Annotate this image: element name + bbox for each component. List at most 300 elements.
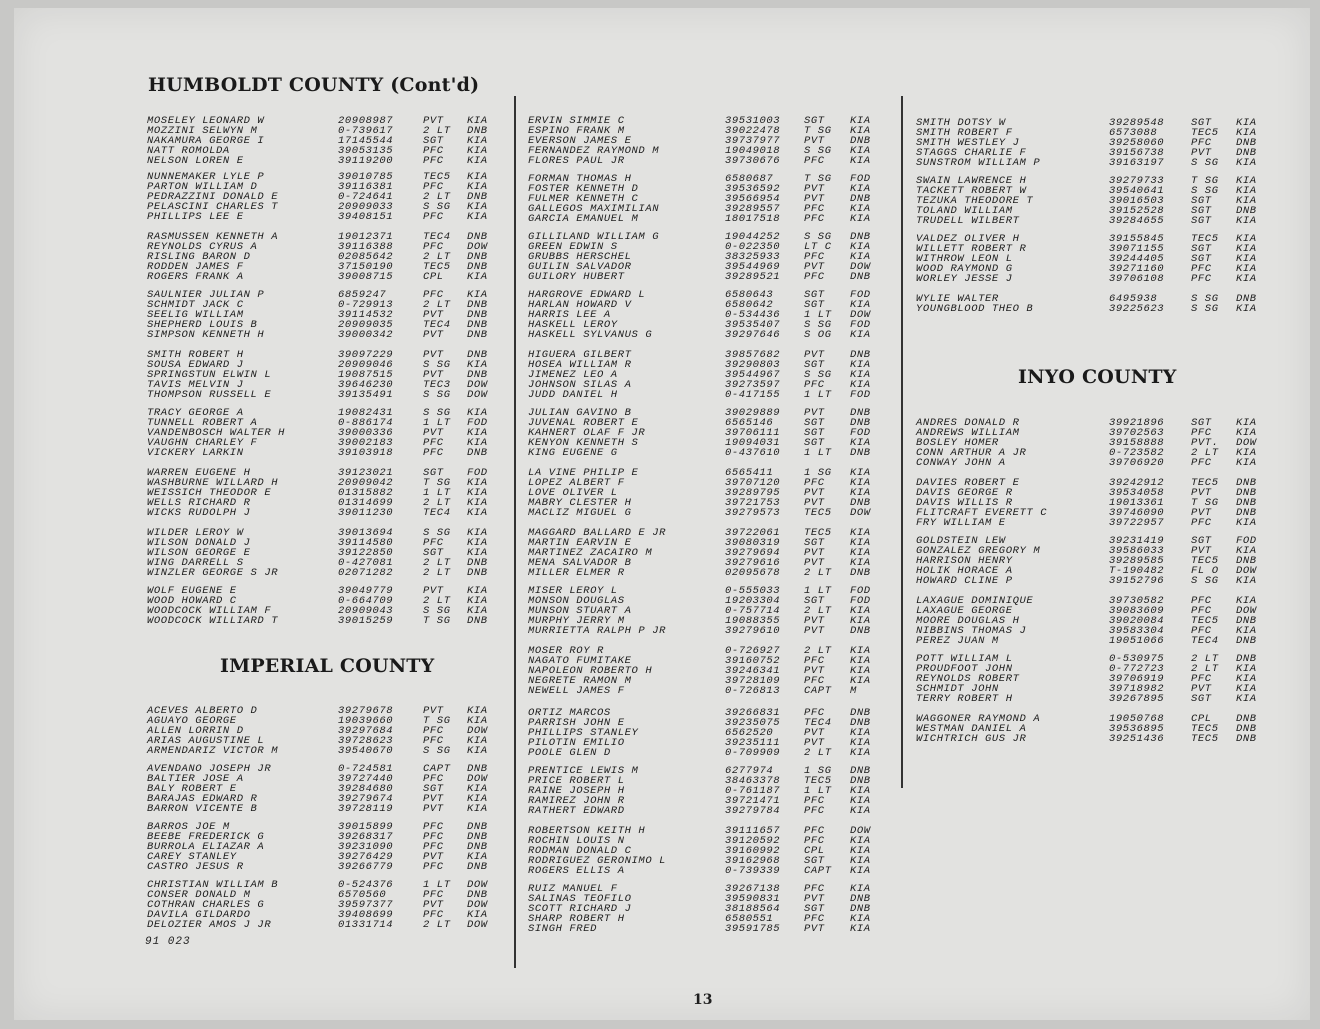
rank: 2 LT [1191,447,1219,459]
rank: SGT [423,547,444,559]
service-number: 39297646 [725,329,781,341]
casualty-name: JUDD DANIEL H [528,389,618,401]
status-code: KIA [467,547,488,559]
rank: PFC [423,241,444,253]
service-number: 39728623 [338,735,394,747]
rank: 1 LT [423,879,451,891]
rank: S SG [1191,185,1219,197]
casualty-name: GONZALEZ GREGORY M [916,545,1041,557]
rank: SGT [804,537,825,549]
status-code: KIA [1236,517,1257,529]
rank: PVT [1191,147,1212,159]
service-number: 39267895 [1109,693,1165,705]
service-number: 39273597 [725,379,781,391]
county-heading: HUMBOLDT COUNTY (Cont'd) [148,74,480,96]
service-number: 39590831 [725,893,781,905]
rank: PVT [423,115,444,127]
rank: TEC5 [423,171,451,183]
status-code: FOD [850,319,871,331]
rank: 2 LT [423,595,451,607]
rank: SGT [804,437,825,449]
rank: SGT [1191,117,1212,129]
casualty-name: RISLING BARON D [147,251,251,263]
status-code: DNB [467,125,488,137]
service-number: 0-739339 [725,865,781,877]
casualty-name: LOPEZ ALBERT F [528,477,625,489]
status-code: DNB [467,615,488,627]
rank: PVT [1191,545,1212,557]
service-number: 19044252 [725,231,781,243]
service-number: 39244405 [1109,253,1165,265]
service-number: 39289585 [1109,555,1165,567]
service-number: 0-524376 [338,879,394,891]
service-number: 39544967 [725,369,781,381]
status-code: DNB [467,763,488,775]
service-number: 39163197 [1109,157,1165,169]
service-number: 39235111 [725,737,781,749]
service-number: 39135491 [338,389,394,401]
casualty-name: COTHRAN CHARLES G [147,899,265,911]
service-number: 39566954 [725,193,781,205]
casualty-name: FLITCRAFT EVERETT C [916,507,1048,519]
service-number: 39721471 [725,795,781,807]
service-number: 39722061 [725,527,781,539]
casualty-name: TACKETT ROBERT W [916,185,1027,197]
casualty-name: WING DARRELL S [147,557,244,569]
rank: SGT [1191,417,1212,429]
service-number: 39251436 [1109,733,1165,745]
status-code: KIA [467,595,488,607]
status-code: KIA [850,785,871,797]
rank: PFC [804,477,825,489]
casualty-name: GALLEGOS MAXIMILIAN [528,203,660,215]
rank: 2 LT [804,605,832,617]
service-number: 39707120 [725,477,781,489]
service-number: 39160752 [725,655,781,667]
rank: PFC [1191,605,1212,617]
rank: PFC [423,181,444,193]
casualty-name: GREEN EDWIN S [528,241,618,253]
service-number: 19088355 [725,615,781,627]
rank: PFC [1191,517,1212,529]
rank: PFC [804,271,825,283]
service-number: 20908987 [338,115,394,127]
service-number: 39279694 [725,547,781,559]
status-code: FOD [850,173,871,185]
service-number: 39123021 [338,467,394,479]
status-code: DOW [467,919,488,931]
casualty-name: NUNNEMAKER LYLE P [147,171,265,183]
status-code: KIA [1236,457,1257,469]
casualty-name: MOSER ROY R [528,645,604,657]
service-number: 39536592 [725,183,781,195]
casualty-name: SMITH WESTLEY J [916,137,1020,149]
rank: PVT [804,183,825,195]
status-code: KIA [467,793,488,805]
rank: PVT [423,803,444,815]
casualty-name: DELOZIER AMOS J JR [147,919,272,931]
status-code: KIA [850,241,871,253]
rank: TEC5 [804,775,832,787]
status-code: DNB [850,193,871,205]
casualty-name: JULIAN GAVINO B [528,407,632,419]
status-code: DNB [467,821,488,833]
rank: PFC [1191,673,1212,685]
service-number: 0-739617 [338,125,394,137]
rank: PFC [423,725,444,737]
rank: T SG [423,615,451,627]
status-code: KIA [850,359,871,371]
rank: TEC5 [1191,723,1219,735]
rank: 1 LT [804,785,832,797]
status-code: KIA [850,747,871,759]
rank: PFC [423,289,444,301]
service-number: 19051066 [1109,635,1165,647]
status-code: M [850,685,857,697]
service-number: 39160992 [725,845,781,857]
status-code: DNB [467,369,488,381]
status-code: DOW [1236,437,1257,449]
service-number: 39246341 [725,665,781,677]
status-code: KIA [850,125,871,137]
rank: T SG [1191,497,1219,509]
status-code: DNB [1236,507,1257,519]
status-code: DOW [1236,565,1257,577]
casualty-name: ARIAS AUGUSTINE L [147,735,265,747]
service-number: 39015899 [338,821,394,833]
service-number: 39279678 [338,705,394,717]
rank: SGT [423,783,444,795]
column-divider [514,96,516,968]
service-number: 0-437610 [725,447,781,459]
casualty-name: RUIZ MANUEL F [528,883,618,895]
status-code: KIA [850,155,871,167]
service-number: 39721753 [725,497,781,509]
casualty-name: MILLER ELMER R [528,567,625,579]
status-code: KIA [850,329,871,341]
rank: SGT [1191,535,1212,547]
casualty-name: SALINAS TEOFILO [528,893,632,905]
rank: PVT [804,625,825,637]
service-number: 39225623 [1109,303,1165,315]
rank: S SG [1191,575,1219,587]
rank: T SG [423,477,451,489]
rank: PFC [423,211,444,223]
rank: T SG [423,715,451,727]
status-code: DNB [467,349,488,361]
rank: PVT [804,665,825,677]
casualty-name: WICKS RUDOLPH J [147,507,251,519]
service-number: 39103918 [338,447,394,459]
casualty-name: RATHERT EDWARD [528,805,625,817]
rank: 2 LT [423,497,451,509]
status-code: KIA [850,437,871,449]
rank: S SG [423,605,451,617]
service-number: 6495938 [1109,293,1158,305]
status-code: KIA [1236,195,1257,207]
status-code: KIA [467,477,488,489]
status-code: DOW [467,899,488,911]
casualty-name: WILLETT ROBERT R [916,243,1027,255]
casualty-name: TRUDELL WILBERT [916,215,1020,227]
rank: PFC [1191,263,1212,275]
rank: PFC [423,537,444,549]
service-number: 39266831 [725,707,781,719]
status-code: KIA [1236,233,1257,245]
casualty-name: KAHNERT OLAF F JR [528,427,646,439]
casualty-name: DAVIES ROBERT E [916,477,1020,489]
casualty-name: ROCHIN LOUIS N [528,835,625,847]
status-code: DNB [850,567,871,579]
status-code: KIA [850,805,871,817]
service-number: 39152796 [1109,575,1165,587]
casualty-name: SEELIG WILLIAM [147,309,244,321]
page-number: 13 [693,992,713,1008]
casualty-name: NAGATO FUMITAKE [528,655,632,667]
service-number: 02085642 [338,251,394,263]
status-code: KIA [467,427,488,439]
status-code: KIA [1236,427,1257,439]
rank: S SG [423,407,451,419]
status-code: KIA [1236,215,1257,227]
service-number: 6580642 [725,299,774,311]
service-number: T-190482 [1109,565,1165,577]
service-number: 39706108 [1109,273,1165,285]
status-code: DNB [850,625,871,637]
status-code: KIA [850,835,871,847]
status-code: KIA [467,145,488,157]
service-number: 39015259 [338,615,394,627]
rank: TEC5 [1191,615,1219,627]
rank: PVT. [1191,437,1219,449]
casualty-name: MOZZINI SELWYN M [147,125,258,137]
status-code: DNB [1236,733,1257,745]
status-code: DNB [467,309,488,321]
casualty-name: PILOTIN EMILIO [528,737,625,749]
casualty-name: WAGGONER RAYMOND A [916,713,1041,725]
casualty-name: WICHTRICH GUS JR [916,733,1027,745]
status-code: KIA [1236,157,1257,169]
rank: PFC [423,155,444,167]
service-number: 6562520 [725,727,774,739]
casualty-name: GOLDSTEIN LEW [916,535,1006,547]
service-number: 39020084 [1109,615,1165,627]
service-number: 39737977 [725,135,781,147]
rank: 2 LT [423,251,451,263]
service-number: 17145544 [338,135,394,147]
service-number: 6570560 [338,889,387,901]
service-number: 39114580 [338,537,394,549]
status-code: KIA [850,145,871,157]
service-number: 39730676 [725,155,781,167]
casualty-name: NAPOLEON ROBERTO H [528,665,653,677]
casualty-name: BARAJAS EDWARD R [147,793,258,805]
casualty-name: SHARP ROBERT H [528,913,625,925]
rank: CAPT [423,763,451,775]
status-code: KIA [850,379,871,391]
status-code: DNB [850,893,871,905]
casualty-name: RODMAN DONALD C [528,845,632,857]
casualty-name: GRUBBS HERSCHEL [528,251,632,263]
rank: PVT [804,407,825,419]
casualty-name: JUVENAL ROBERT E [528,417,639,429]
rank: 1 LT [804,585,832,597]
service-number: 6573088 [1109,127,1158,139]
casualty-name: TAVIS MELVIN J [147,379,244,391]
service-number: 39111657 [725,825,781,837]
status-code: DNB [850,231,871,243]
rank: TEC5 [804,507,832,519]
status-code: DNB [850,271,871,283]
status-code: DNB [850,775,871,787]
status-code: KIA [850,183,871,195]
status-code: DNB [850,407,871,419]
casualty-name: WILSON GEORGE E [147,547,251,559]
status-code: KIA [1236,625,1257,637]
casualty-name: TERRY ROBERT H [916,693,1013,705]
casualty-name: JOHNSON SILAS A [528,379,632,391]
rank: TEC4 [423,231,451,243]
rank: PVT [423,793,444,805]
service-number: 0-886174 [338,417,394,429]
status-code: KIA [1236,417,1257,429]
status-code: DOW [467,241,488,253]
rank: PVT [804,261,825,273]
casualty-name: WESTMAN DANIEL A [916,723,1027,735]
service-number: 39080319 [725,537,781,549]
service-number: 39702563 [1109,427,1165,439]
service-number: 6580643 [725,289,774,301]
casualty-name: FULMER KENNETH C [528,193,639,205]
casualty-name: RODRIGUEZ GERONIMO L [528,855,667,867]
status-code: DNB [1236,713,1257,725]
casualty-name: BARROS JOE M [147,821,230,833]
casualty-name: RODDEN JAMES F [147,261,244,273]
rank: PFC [804,835,825,847]
casualty-name: MOSELEY LEONARD W [147,115,265,127]
rank: TEC5 [1191,127,1219,139]
status-code: KIA [1236,303,1257,315]
rank: SGT [1191,205,1212,217]
casualty-name: HARLAN HOWARD V [528,299,632,311]
status-code: KIA [467,211,488,223]
status-code: KIA [467,745,488,757]
service-number: 39408151 [338,211,394,223]
casualty-name: PEDRAZZINI DONALD E [147,191,279,203]
service-number: 39297684 [338,725,394,737]
casualty-name: TOLAND WILLIAM [916,205,1013,217]
status-code: KIA [1236,127,1257,139]
casualty-name: EVERSON JAMES E [528,135,632,147]
service-number: 39276429 [338,851,394,863]
status-code: KIA [1236,447,1257,459]
rank: PFC [804,203,825,215]
service-number: 0-723582 [1109,447,1165,459]
casualty-name: FERNANDEZ RAYMOND M [528,145,660,157]
rank: PFC [804,655,825,667]
casualty-name: WASHBURNE WILLARD H [147,477,279,489]
status-code: KIA [850,299,871,311]
casualty-name: PHILLIPS STANLEY [528,727,639,739]
rank: T SG [804,173,832,185]
rank: S SG [1191,303,1219,315]
service-number: 0-022350 [725,241,781,253]
service-number: 39586033 [1109,545,1165,557]
status-code: DNB [467,557,488,569]
casualty-name: STAGGS CHARLIE F [916,147,1027,159]
casualty-name: SMITH DOTSY W [916,117,1006,129]
casualty-name: LAXAGUE DOMINIQUE [916,595,1034,607]
service-number: 39053135 [338,145,394,157]
service-number: 39268317 [338,831,394,843]
status-code: KIA [467,171,488,183]
service-number: 19039660 [338,715,394,727]
service-number: 39013694 [338,527,394,539]
rank: S OG [804,329,832,341]
status-code: KIA [467,289,488,301]
casualty-name: DAVILA GILDARDO [147,909,251,921]
rank: PFC [804,155,825,167]
casualty-name: WELLS RICHARD R [147,497,251,509]
casualty-name: POOLE GLEN D [528,747,611,759]
service-number: 39267138 [725,883,781,895]
status-code: DOW [850,825,871,837]
service-number: 0-530975 [1109,653,1165,665]
casualty-name: ANDREWS WILLIAM [916,427,1020,439]
status-code: DNB [850,135,871,147]
service-number: 19094031 [725,437,781,449]
status-code: KIA [850,675,871,687]
rank: PFC [1191,595,1212,607]
status-code: FOD [1236,535,1257,547]
service-number: 39728109 [725,675,781,687]
casualty-name: JIMENEZ LEO A [528,369,618,381]
service-number: 39290803 [725,359,781,371]
status-code: KIA [850,737,871,749]
rank: PFC [423,841,444,853]
casualty-name: FLORES PAUL JR [528,155,625,167]
rank: PVT [804,923,825,935]
rank: PVT [804,497,825,509]
rank: SGT [423,135,444,147]
status-code: DNB [1236,555,1257,567]
casualty-name: ROBERTSON KEITH H [528,825,646,837]
casualty-name: BARRON VICENTE B [147,803,258,815]
casualty-name: SMITH ROBERT H [147,349,244,361]
casualty-name: MABRY CLESTER H [528,497,632,509]
rank: PFC [1191,273,1212,285]
casualty-name: CASTRO JESUS R [147,861,244,873]
service-number: 0-555033 [725,585,781,597]
rank: 2 LT [423,557,451,569]
status-code: FOD [850,585,871,597]
rank: S SG [423,745,451,757]
service-number: 39119200 [338,155,394,167]
status-code: DNB [467,841,488,853]
casualty-name: TUNNELL ROBERT A [147,417,258,429]
status-code: DNB [467,299,488,311]
rank: PFC [804,805,825,817]
status-code: KIA [1236,253,1257,265]
status-code: DOW [467,389,488,401]
casualty-name: WOOD HOWARD C [147,595,237,607]
service-number: 20909046 [338,359,394,371]
service-number: 38463378 [725,775,781,787]
status-code: KIA [467,803,488,815]
service-number: 39279610 [725,625,781,637]
casualty-name: VANDENBOSCH WALTER H [147,427,286,439]
casualty-name: ESPINO FRANK M [528,125,625,137]
